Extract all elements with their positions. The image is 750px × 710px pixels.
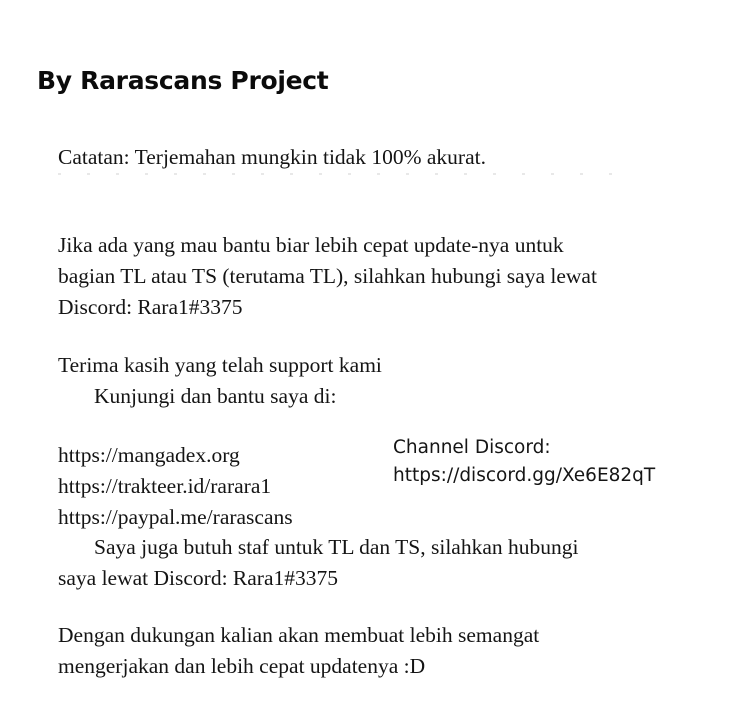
thanks-paragraph — [58, 350, 382, 412]
discord-channel-label: Channel Discord: — [393, 437, 551, 458]
discord-channel-link[interactable]: https://discord.gg/Xe6E82qT — [393, 465, 656, 486]
link-paypal[interactable]: https://paypal.me/rarascans — [58, 505, 293, 529]
help-request-line: bagian TL atau TS (terutama TL), silahkan hubungi saya lewat — [58, 264, 597, 288]
visit-line: Kunjungi dan bantu saya di: — [94, 384, 337, 408]
support-links — [58, 440, 293, 533]
help-request-paragraph — [58, 230, 597, 323]
help-request-line: Discord: Rara1#3375 — [58, 295, 243, 319]
staff-request-paragraph — [58, 532, 579, 594]
closing-line: mengerjakan dan lebih cepat updatenya :D — [58, 654, 426, 678]
page-title: By Rarascans Project — [37, 66, 329, 95]
translation-note: Catatan: Terjemahan mungkin tidak 100% akurat. — [58, 145, 486, 169]
staff-request-line: Saya juga butuh staf untuk TL dan TS, silahkan hubungi — [94, 535, 579, 559]
help-request-line: Jika ada yang mau bantu biar lebih cepat update-nya untuk — [58, 233, 564, 257]
link-trakteer[interactable]: https://trakteer.id/rarara1 — [58, 474, 272, 498]
link-mangadex[interactable]: https://mangadex.org — [58, 443, 240, 467]
thanks-line: Terima kasih yang telah support kami — [58, 353, 382, 377]
closing-line: Dengan dukungan kalian akan membuat lebih semangat — [58, 623, 540, 647]
discord-channel-block — [393, 434, 655, 490]
closing-paragraph — [58, 620, 539, 682]
staff-request-line: saya lewat Discord: Rara1#3375 — [58, 566, 339, 590]
scan-artifact-line — [58, 173, 613, 175]
